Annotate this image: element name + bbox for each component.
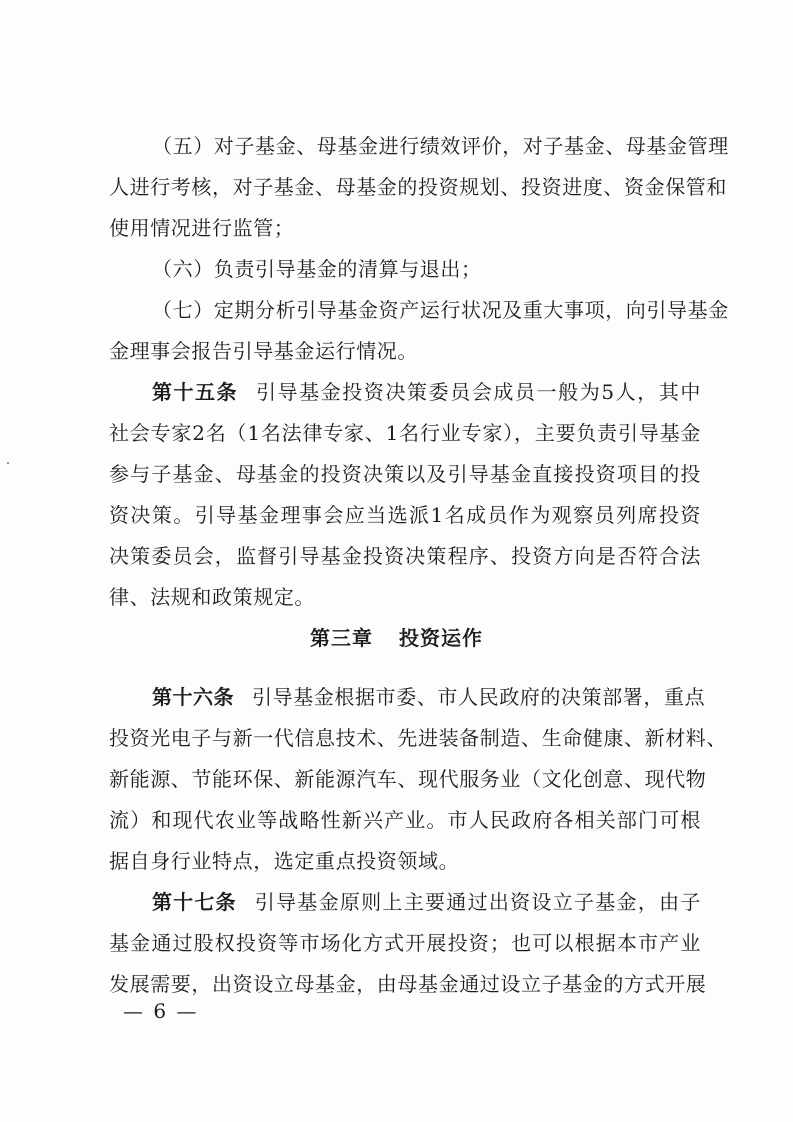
article-16-line-1 (152, 685, 706, 709)
article-17-line-2: 基金通过股权投资等市场化方式开展投资；也可以根据本市产业 (109, 931, 701, 955)
article-16-line-3: 新能源、节能环保、新能源汽车、现代服务业（文化创意、现代物 (109, 767, 707, 791)
paragraph-5-line-3: 使用情况进行监管； (109, 216, 295, 240)
article-15-line-2: 社会专家2名（1名法律专家、1名行业专家），主要负责引导基金 (109, 421, 701, 445)
article-15-line-3: 参与子基金、母基金的投资决策以及引导基金直接投资项目的投 (109, 462, 701, 486)
chapter-number: 第三章 (310, 626, 373, 650)
page-number: — 6 — (123, 999, 199, 1023)
article-16-line-2: 投资光电子与新一代信息技术、先进装备制造、生命健康、新材料、 (109, 726, 727, 750)
article-16-line-5: 据自身行业特点，选定重点投资领域。 (109, 849, 460, 873)
article-17-text: 引导基金原则上主要通过出资设立子基金，由子 (254, 890, 701, 914)
paragraph-6-line-1: （六）负责引导基金的清算与退出； (152, 257, 482, 281)
paragraph-5-line-1: （五）对子基金、母基金进行绩效评价，对子基金、母基金管理 (152, 134, 729, 158)
article-17-line-1 (152, 890, 701, 914)
article-15-label: 第十五条 (152, 380, 238, 404)
article-17-label: 第十七条 (152, 890, 237, 914)
article-16-line-4: 流）和现代农业等战略性新兴产业。市人民政府各相关部门可根 (109, 808, 701, 832)
chapter-heading (0, 626, 793, 650)
article-15-line-4: 资决策。引导基金理事会应当选派1名成员作为观察员列席投资 (109, 503, 701, 527)
paragraph-7-line-2: 金理事会报告引导基金运行情况。 (109, 339, 418, 363)
chapter-title: 投资运作 (399, 626, 483, 650)
article-15-line-1 (152, 380, 701, 404)
article-15-line-6: 律、法规和政策规定。 (109, 585, 315, 609)
paragraph-7-line-1: （七）定期分析引导基金资产运行状况及重大事项，向引导基金 (152, 298, 729, 322)
article-17-line-3: 发展需要，出资设立母基金，由母基金通过设立子基金的方式开展 (109, 972, 707, 996)
article-16-text: 引导基金根据市委、市人民政府的决策部署，重点 (252, 685, 706, 709)
article-16-label: 第十六条 (152, 685, 234, 709)
paragraph-5-line-2: 人进行考核，对子基金、母基金的投资规划、投资进度、资金保管和 (109, 175, 727, 199)
article-15-line-5: 决策委员会，监督引导基金投资决策程序、投资方向是否符合法 (109, 544, 701, 568)
article-15-text: 引导基金投资决策委员会成员一般为5人，其中 (255, 380, 702, 404)
scan-speck (7, 462, 9, 464)
